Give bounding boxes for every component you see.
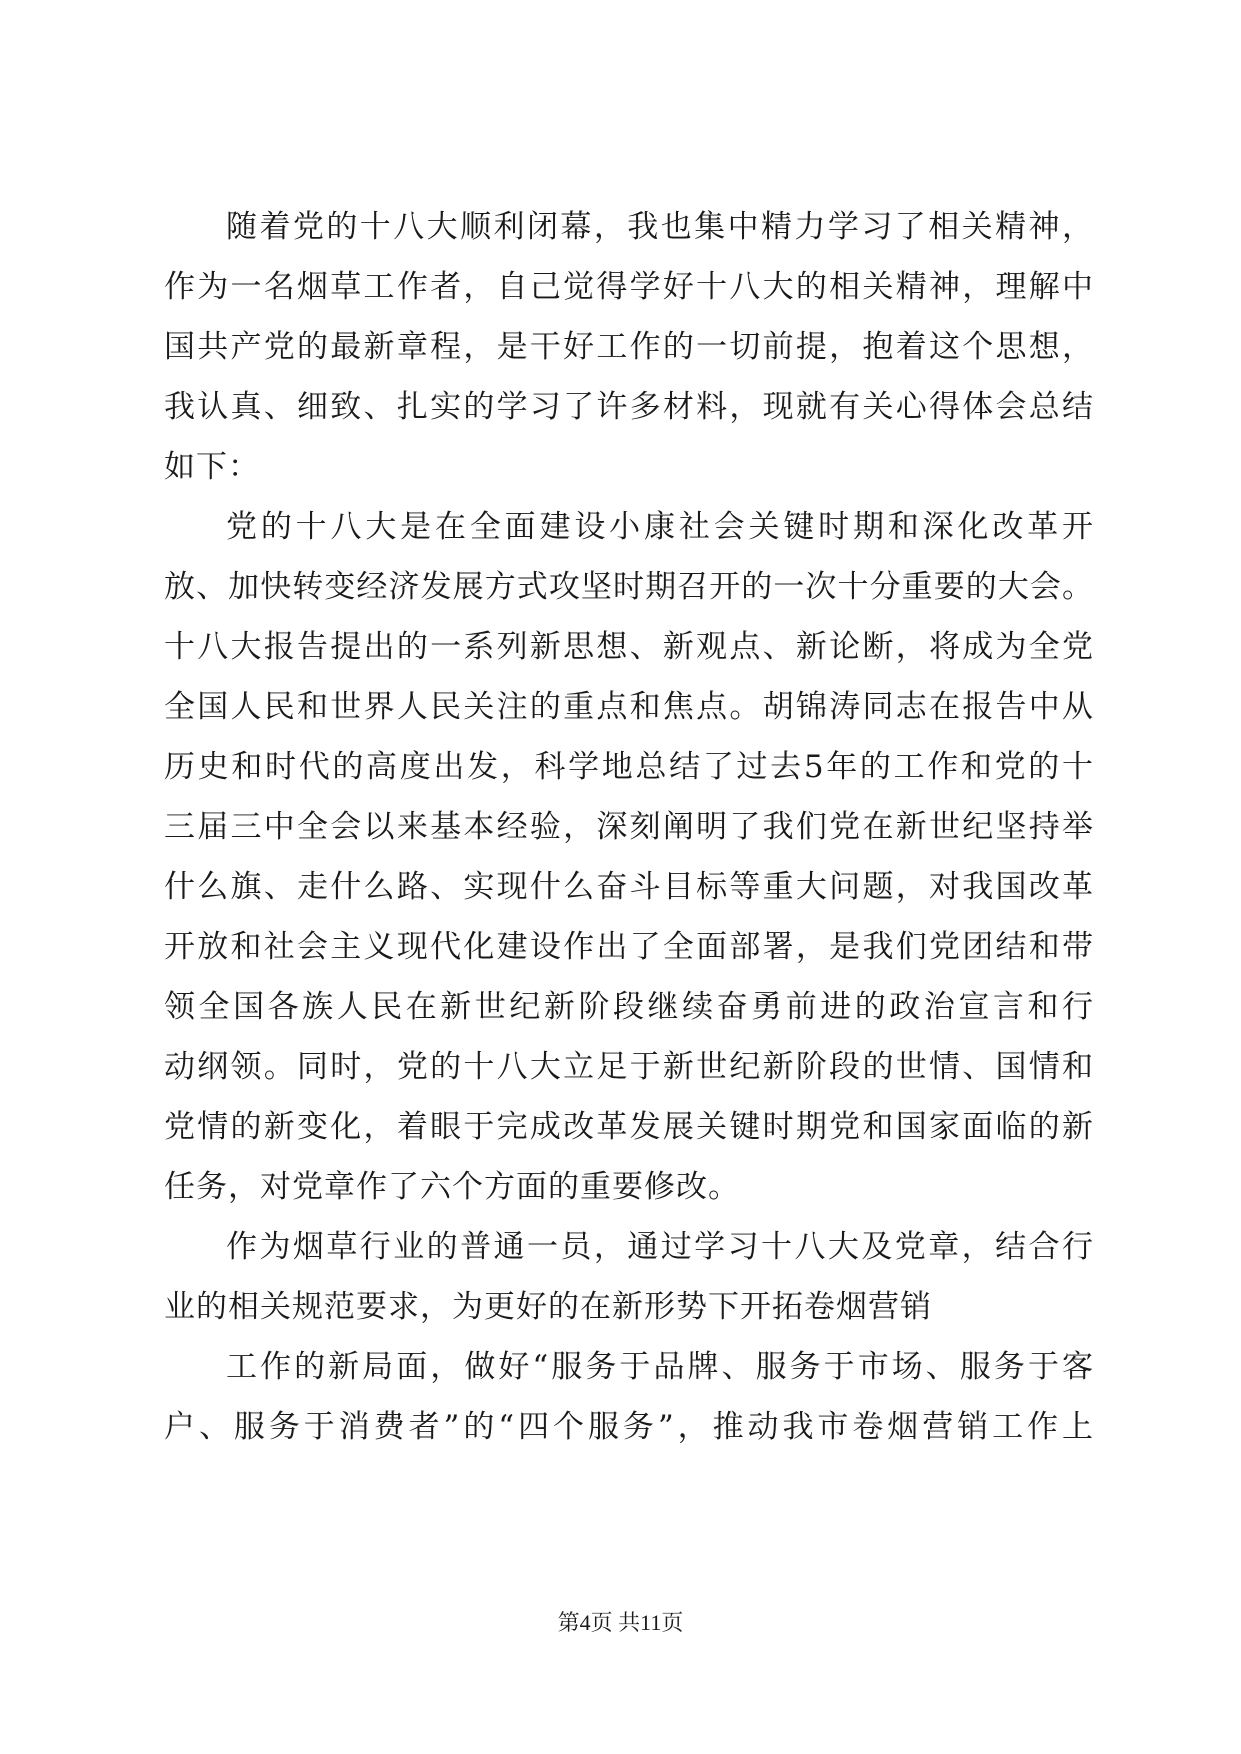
text-line: 十八大报告提出的一系列新思想、新观点、新论断，将成为全党 bbox=[164, 629, 1094, 665]
document-body bbox=[164, 197, 1094, 1457]
page-number-footer: 第4页 共11页 bbox=[557, 1610, 684, 1635]
text-line: 开放和社会主义现代化建设作出了全面部署，是我们党团结和带 bbox=[164, 929, 1094, 965]
text-line: 业的相关规范要求，为更好的在新形势下开拓卷烟营销 bbox=[164, 1289, 932, 1325]
text-line: 随着党的十八大顺利闭幕，我也集中精力学习了相关精神， bbox=[226, 209, 1094, 245]
text-line: 党的十八大是在全面建设小康社会关键时期和深化改革开 bbox=[226, 509, 1094, 545]
text-line: 任务，对党章作了六个方面的重要修改。 bbox=[164, 1169, 740, 1205]
text-line: 全国人民和世界人民关注的重点和焦点。胡锦涛同志在报告中从 bbox=[164, 689, 1094, 725]
text-line: 动纲领。同时，党的十八大立足于新世纪新阶段的世情、国情和 bbox=[164, 1049, 1094, 1085]
text-line: 如下： bbox=[164, 449, 260, 485]
text-line: 放、加快转变经济发展方式攻坚时期召开的一次十分重要的大会。 bbox=[164, 569, 1094, 605]
text-line: 国共产党的最新章程，是干好工作的一切前提，抱着这个思想， bbox=[164, 329, 1094, 365]
text-line: 什么旗、走什么路、实现什么奋斗目标等重大问题，对我国改革 bbox=[164, 869, 1094, 905]
text-line: 工作的新局面，做好“服务于品牌、服务于市场、服务于客 bbox=[226, 1349, 1094, 1385]
text-line: 作为烟草行业的普通一员，通过学习十八大及党章，结合行 bbox=[226, 1229, 1094, 1265]
text-line: 历史和时代的高度出发，科学地总结了过去5年的工作和党的十 bbox=[164, 749, 1094, 785]
text-line: 领全国各族人民在新世纪新阶段继续奋勇前进的政治宣言和行 bbox=[164, 989, 1094, 1025]
text-line: 我认真、细致、扎实的学习了许多材料，现就有关心得体会总结 bbox=[164, 389, 1094, 425]
text-line: 作为一名烟草工作者，自己觉得学好十八大的相关精神，理解中 bbox=[164, 269, 1094, 305]
text-line: 户、服务于消费者”的“四个服务”，推动我市卷烟营销工作上 bbox=[164, 1409, 1094, 1445]
text-line: 党情的新变化，着眼于完成改革发展关键时期党和国家面临的新 bbox=[164, 1109, 1094, 1145]
text-line: 三届三中全会以来基本经验，深刻阐明了我们党在新世纪坚持举 bbox=[164, 809, 1094, 845]
